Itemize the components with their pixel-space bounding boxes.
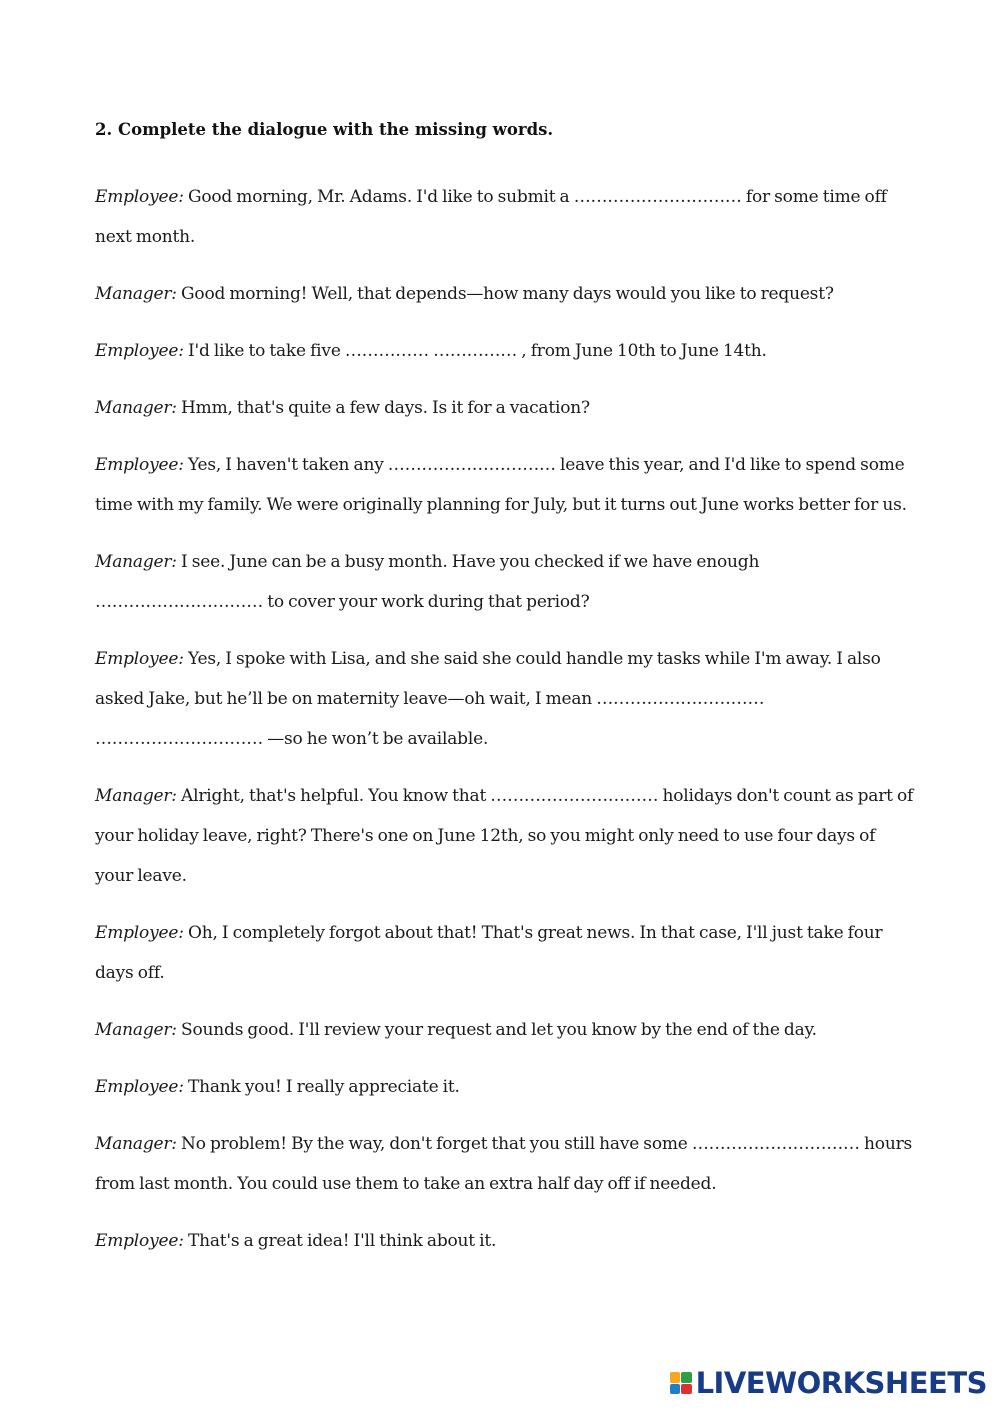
speaker-label: Employee: <box>95 455 184 475</box>
speaker-label: Employee: <box>95 923 184 943</box>
speaker-label: Manager: <box>95 552 177 572</box>
dialogue-text: I'd like to take five …………… …………… , from June 10th to June 14th. <box>187 341 767 361</box>
dialogue-text: Good morning, Mr. Adams. I'd like to submit a ………………………… for some time off next month. <box>95 187 887 247</box>
dialogue-text: Hmm, that's quite a few days. Is it for a vacation? <box>181 398 590 418</box>
dialogue-line <box>95 331 915 371</box>
logo-square-blue <box>670 1384 681 1395</box>
dialogue-text: Oh, I completely forgot about that! That's great news. In that case, I'll just take four days off. <box>95 923 883 983</box>
logo-square-yellow <box>670 1372 681 1383</box>
dialogue-text: No problem! By the way, don't forget that you still have some ………………………… hours from last month. You could use them to take an extra half day off if needed. <box>95 1134 913 1194</box>
dialogue-line <box>95 1067 915 1107</box>
dialogue-line <box>95 445 915 525</box>
dialogue-line <box>95 913 915 993</box>
dialogue-text: Yes, I spoke with Lisa, and she said she could handle my tasks while I'm away. I also asked Jake, but he’ll be on maternity leave—oh wait, I mean ………………………… ………………………… —so he won’t be available. <box>95 649 881 749</box>
speaker-label: Employee: <box>95 341 184 361</box>
dialogue-text: Yes, I haven't taken any ………………………… leave this year, and I'd like to spend some time with my family. We were originally planning for July, but it turns out June works better for us. <box>95 455 907 515</box>
dialogue-line <box>95 177 915 257</box>
speaker-label: Employee: <box>95 187 184 207</box>
dialogue-text: Thank you! I really appreciate it. <box>187 1077 460 1097</box>
exercise-heading: 2. Complete the dialogue with the missing words. <box>95 120 554 139</box>
dialogue-text: I see. June can be a busy month. Have you checked if we have enough ………………………… to cover your work during that period? <box>95 552 760 612</box>
speaker-label: Manager: <box>95 398 177 418</box>
worksheet-page <box>95 117 915 1278</box>
speaker-label: Manager: <box>95 1020 177 1040</box>
dialogue-line <box>95 776 915 896</box>
liveworksheets-logo <box>670 1366 987 1400</box>
speaker-label: Employee: <box>95 1077 184 1097</box>
dialogue <box>95 177 915 1261</box>
dialogue-line <box>95 274 915 314</box>
logo-icon <box>670 1372 692 1394</box>
dialogue-line <box>95 1124 915 1204</box>
dialogue-line <box>95 542 915 622</box>
dialogue-text: Sounds good. I'll review your request and let you know by the end of the day. <box>181 1020 817 1040</box>
speaker-label: Manager: <box>95 1134 177 1154</box>
logo-square-green <box>681 1372 692 1383</box>
dialogue-line <box>95 639 915 759</box>
dialogue-text: Good morning! Well, that depends—how many days would you like to request? <box>181 284 834 304</box>
dialogue-line <box>95 1010 915 1050</box>
speaker-label: Manager: <box>95 786 177 806</box>
dialogue-text: That's a great idea! I'll think about it. <box>187 1231 497 1251</box>
logo-text: LIVEWORKSHEETS <box>695 1366 987 1400</box>
dialogue-text: Alright, that's helpful. You know that ………………………… holidays don't count as part of your holiday leave, right? There's one on June 12th, so you might only need to use four days of your leave. <box>95 786 914 886</box>
speaker-label: Manager: <box>95 284 177 304</box>
dialogue-line <box>95 388 915 428</box>
logo-square-red <box>681 1384 692 1395</box>
speaker-label: Employee: <box>95 649 184 669</box>
speaker-label: Employee: <box>95 1231 184 1251</box>
dialogue-line <box>95 1221 915 1261</box>
